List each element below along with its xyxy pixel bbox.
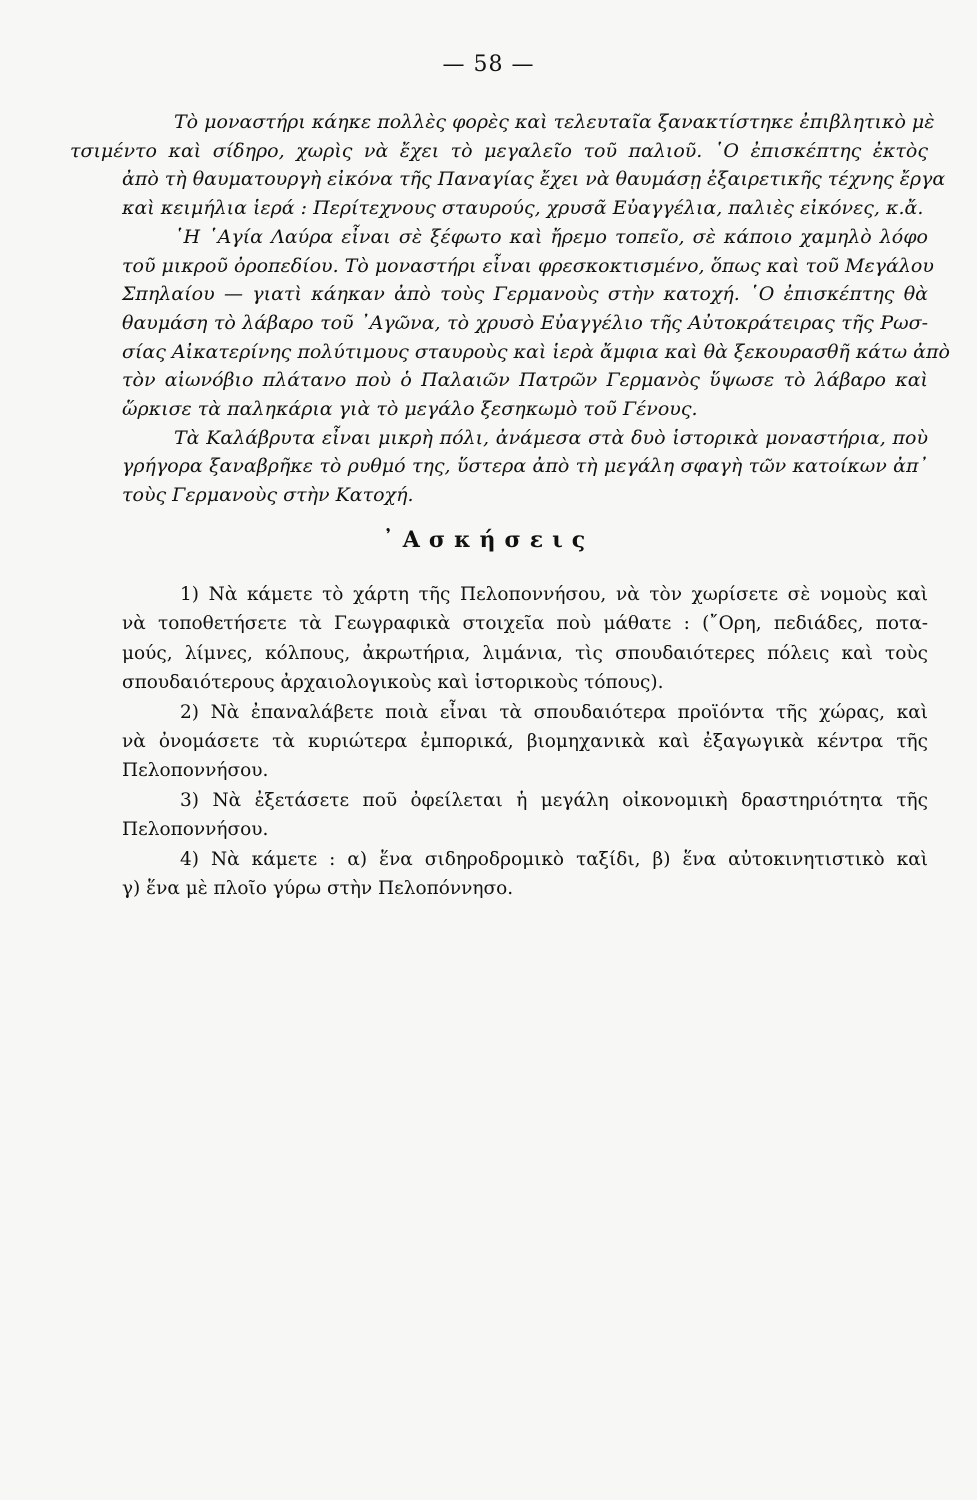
exercise-line: νὰ ὀνομάσετε τὰ κυριώτερα ἐμπορικά, βιομηχανικὰ καὶ ἐξαγωγικὰ κέντρα τῆς xyxy=(122,731,928,753)
exercise-line: μούς, λίμνες, κόλπους, ἀκρωτήρια, λιμάνια, τὶς σπουδαιότερες πόλεις καὶ τοὺς xyxy=(122,642,928,664)
exercise-item xyxy=(122,698,928,786)
text-line: Τὰ Καλάβρυτα εἶναι μικρὴ πόλι, ἀνάμεσα στὰ δυὸ ἱστορικὰ μοναστήρια, ποὺ xyxy=(174,426,928,449)
text-line: Σπηλαίου — γιατὶ κάηκαν ἀπὸ τοὺς Γερμανοὺς στὴν κατοχή. ῾Ο ἐπισκέπτης θὰ xyxy=(122,283,928,306)
exercise-item xyxy=(122,845,928,904)
exercise-line: 2) Νὰ ἐπαναλάβετε ποιὰ εἶναι τὰ σπουδαιότερα προϊόντα τῆς χώρας, καὶ xyxy=(180,701,928,723)
text-line: τοὺς Γερμανοὺς στὴν Κατοχή. xyxy=(122,484,414,507)
page-number: — 58 — xyxy=(442,52,535,77)
text-line: τὸν αἰωνόβιο πλάτανο ποὺ ὁ Παλαιῶν Πατρῶν Γερμανὸς ὕψωσε τὸ λάβαρο καὶ xyxy=(122,369,928,392)
exercise-line: γ) ἕνα μὲ πλοῖο γύρω στὴν Πελοπόννησο. xyxy=(122,878,514,900)
exercise-line: Πελοποννήσου. xyxy=(122,819,269,841)
text-line: ὥρκισε τὰ παληκάρια γιὰ τὸ μεγάλο ξεσηκωμὸ τοῦ Γένους. xyxy=(122,398,698,421)
exercise-line: 3) Νὰ ἐξετάσετε ποῦ ὀφείλεται ἡ μεγάλη οἰκονομικὴ δραστηριότητα τῆς xyxy=(180,789,928,811)
exercises-heading: ᾿Ασκήσεις xyxy=(382,527,595,553)
text-line: τοῦ μικροῦ ὀροπεδίου. Τὸ μοναστήρι εἶναι φρεσκοκτισμένο, ὅπως καὶ τοῦ Μεγάλου xyxy=(122,254,934,277)
text-line: γρήγορα ξαναβρῆκε τὸ ρυθμό της, ὕστερα ἀπὸ τὴ μεγάλη σφαγὴ τῶν κατοίκων ἀπ᾿ xyxy=(122,455,928,478)
paragraph-kalavryta xyxy=(122,424,928,510)
exercise-line: 1) Νὰ κάμετε τὸ χάρτη τῆς Πελοποννήσου, νὰ τὸν χωρίσετε σὲ νομοὺς καὶ xyxy=(180,584,928,605)
text-line: σίας Αἰκατερίνης πολύτιμους σταυροὺς καὶ ἱερὰ ἄμφια καὶ θὰ ξεκουρασθῆ κάτω ἀπὸ xyxy=(122,340,950,363)
paragraph-agia-lavra xyxy=(122,223,950,424)
text-line: τσιμέντο καὶ σίδηρο, χωρὶς νὰ ἔχει τὸ μεγαλεῖο τοῦ παλιοῦ. ῾Ο ἐπισκέπτης ἐκτὸς xyxy=(70,139,928,162)
text-line: ἀπὸ τὴ θαυματουργὴ εἰκόνα τῆς Παναγίας ἔχει νὰ θαυμάσῃ ἐξαιρετικῆς τέχνης ἔργα xyxy=(122,168,946,191)
text-line: καὶ κειμήλια ἱερά : Περίτεχνους σταυρούς, χρυσᾶ Εὐαγγέλια, παλιὲς εἰκόνες, κ.ἄ. xyxy=(122,197,924,220)
text-line: ῾Η ῾Αγία Λαύρα εἶναι σὲ ξέφωτο καὶ ἤρεμο τοπεῖο, σὲ κάποιο χαμηλὸ λόφο xyxy=(174,225,928,248)
italic-text-block xyxy=(70,108,950,510)
exercise-line: 4) Νὰ κάμετε : α) ἕνα σιδηροδρομικὸ ταξίδι, β) ἕνα αὐτοκινητιστικὸ καὶ xyxy=(180,848,928,870)
text-line: θαυμάση τὸ λάβαρο τοῦ ᾿Αγῶνα, τὸ χρυσὸ Εὐαγγέλιο τῆς Αὐτοκράτειρας τῆς Ρωσ- xyxy=(122,311,928,334)
exercise-line: νὰ τοποθετήσετε τὰ Γεωγραφικὰ στοιχεῖα ποὺ μάθατε : (῎Ορη, πεδιάδες, ποτα- xyxy=(122,613,928,635)
exercise-item xyxy=(122,580,928,698)
text-line: Τὸ μοναστήρι κάηκε πολλὲς φορὲς καὶ τελευταῖα ξανακτίστηκε ἐπιβλητικὸ μὲ xyxy=(174,111,935,133)
exercise-line: Πελοποννήσου. xyxy=(122,760,269,782)
exercise-line: σπουδαιότερους ἀρχαιολογικοὺς καὶ ἱστορικοὺς τόπους). xyxy=(122,672,664,694)
paragraph-monastery xyxy=(70,108,946,223)
exercises-list xyxy=(122,580,928,903)
exercise-item xyxy=(122,786,928,845)
